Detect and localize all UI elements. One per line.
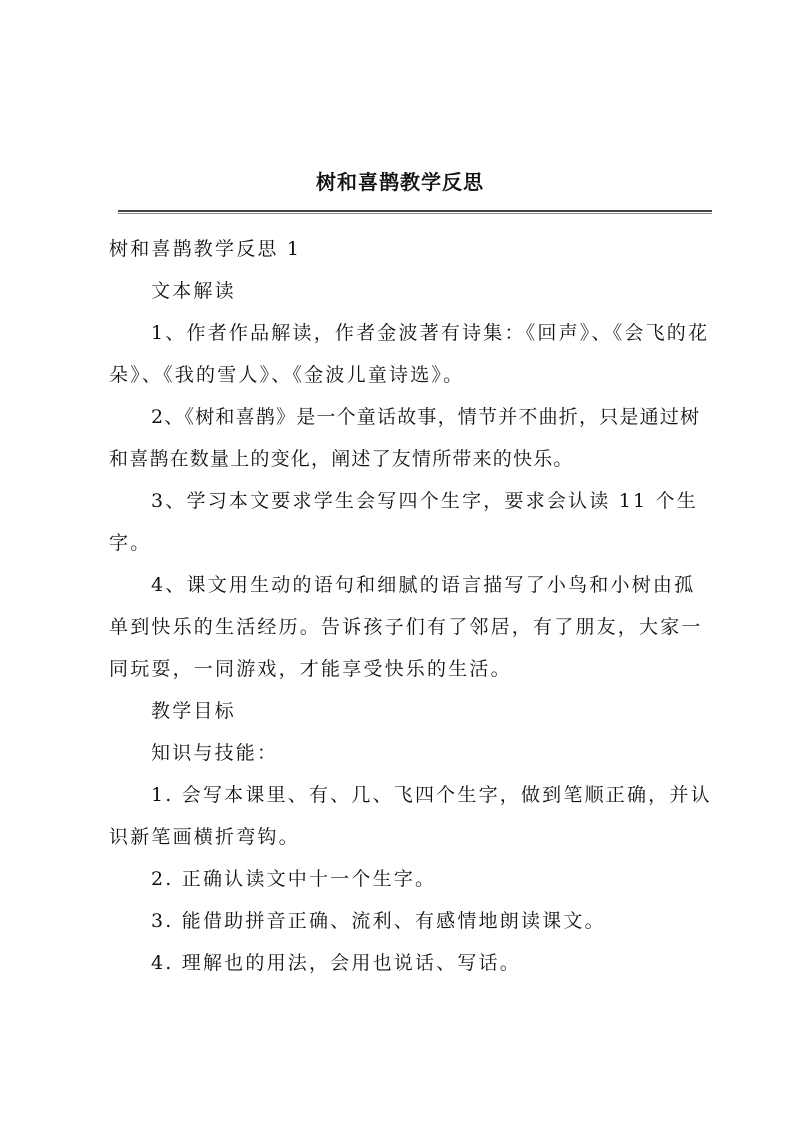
paragraph-text-reading: 文本解读 xyxy=(151,280,236,302)
paragraph-story: 2、《树和喜鹊》是一个童话故事，情节并不曲折，只是通过树和喜鹊在数量上的变化，阐述了友情所带来的快乐。 xyxy=(109,406,701,470)
section-heading: 树和喜鹊教学反思 1 xyxy=(109,238,302,260)
paragraph-author: 1、作者作品解读，作者金波著有诗集：《回声》、《会飞的花朵》、《我的雪人》、《金波儿童诗选》。 xyxy=(109,322,710,386)
goal-item-1: 1. 会写本课里、有、几、飞四个生字，做到笔顺正确，并认识新笔画横折弯钩。 xyxy=(109,784,712,848)
goal-item-4: 4. 理解也的用法，会用也说话、写话。 xyxy=(151,952,521,974)
paragraph-knowledge-skills: 知识与技能： xyxy=(151,742,279,764)
paragraph-language: 4、课文用生动的语句和细腻的语言描写了小鸟和小树由孤单到快乐的生活经历。告诉孩子们有了邻居，有了朋友，大家一同玩耍，一同游戏，才能享受快乐的生活。 xyxy=(109,574,703,680)
paragraph-characters: 3、学习本文要求学生会写四个生字，要求会认读 11 个生字。 xyxy=(109,490,698,554)
document-body xyxy=(109,228,713,984)
goal-item-3: 3. 能借助拼音正确、流利、有感情地朗读课文。 xyxy=(151,910,606,932)
title-divider xyxy=(118,210,712,214)
document-title: 树和喜鹊教学反思 xyxy=(316,170,484,194)
paragraph-teaching-goals: 教学目标 xyxy=(151,700,236,722)
goal-item-2: 2. 正确认读文中十一个生字。 xyxy=(151,868,437,890)
